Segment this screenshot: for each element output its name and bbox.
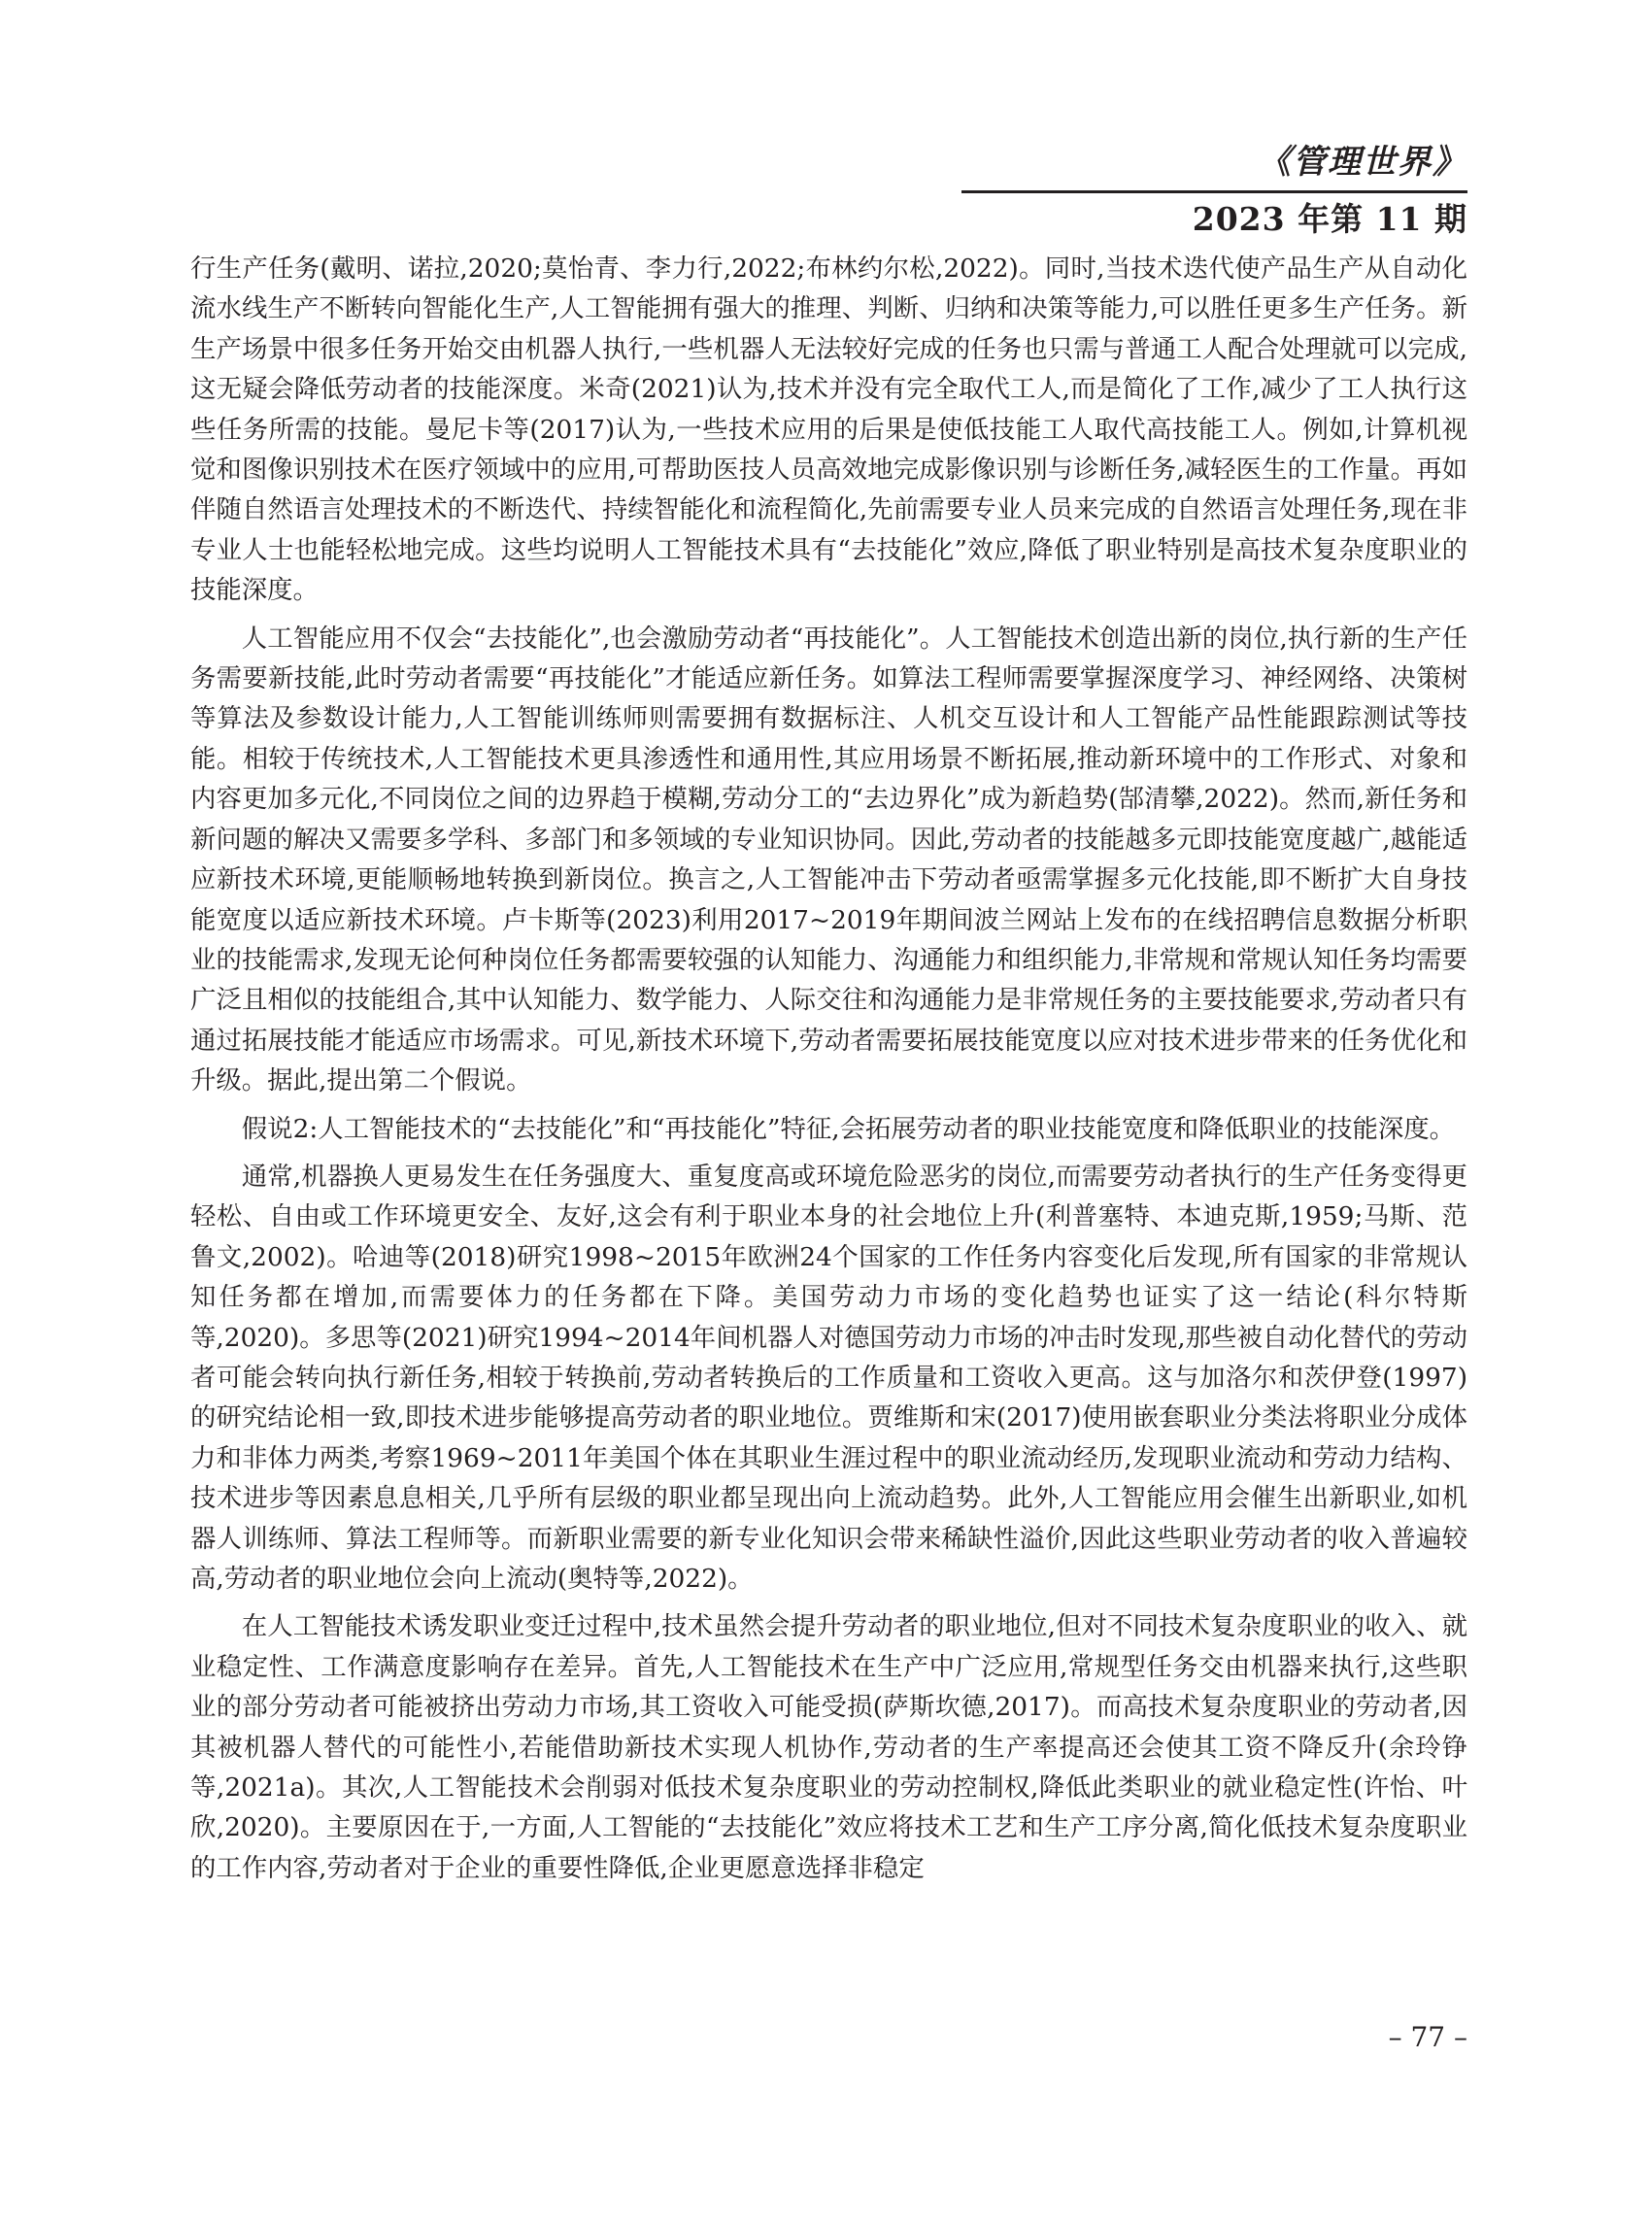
page-number: – 77 –: [1388, 2021, 1467, 2053]
journal-title: 《管理世界》: [1258, 143, 1467, 182]
paragraph-occupational-status: 通常,机器换人更易发生在任务强度大、重复度高或环境危险恶劣的岗位,而需要劳动者执行的生产任务变得更轻松、自由或工作环境更安全、友好,这会有利于职业本身的社会地位上升(利普塞特、本迪克斯,1959;马斯、范鲁文,2002)。哈迪等(2018)研究1998~2015年欧洲24个国家的工作任务内容变化后发现,所有国家的非常规认知任务都在增加,而需要体力的任务都在下降。美国劳动力市场的变化趋势也证实了这一结论(科尔特斯等,2020)。多思等(2021)研究1994~2014年间机器人对德国劳动力市场的冲击时发现,那些被自动化替代的劳动者可能会转向执行新任务,相较于转换前,劳动者转换后的工作质量和工资收入更高。这与加洛尔和茨伊登(1997)的研究结论相一致,即技术进步能够提高劳动者的职业地位。贾维斯和宋(2017)使用嵌套职业分类法将职业分成体力和非体力两类,考察1969~2011年美国个体在其职业生涯过程中的职业流动经历,发现职业流动和劳动力结构、技术进步等因素息息相关,几乎所有层级的职业都呈现出向上流动趋势。此外,人工智能应用会催生出新职业,如机器人训练师、算法工程师等。而新职业需要的新专业化知识会带来稀缺性溢价,因此这些职业劳动者的收入普遍较高,劳动者的职业地位会向上流动(奥特等,2022)。: [190, 1161, 1467, 1594]
paragraph-differential-effects: 在人工智能技术诱发职业变迁过程中,技术虽然会提升劳动者的职业地位,但对不同技术复杂度职业的收入、就业稳定性、工作满意度影响存在差异。首先,人工智能技术在生产中广泛应用,常规型任务交由机器来执行,这些职业的部分劳动者可能被挤出劳动力市场,其工资收入可能受损(萨斯坎德,2017)。而高技术复杂度职业的劳动者,因其被机器人替代的可能性小,若能借助新技术实现人机协作,劳动者的生产率提高还会使其工资不降反升(余玲铮等,2021a)。其次,人工智能技术会削弱对低技术复杂度职业的劳动控制权,降低此类职业的就业稳定性(许怡、叶欣,2020)。主要原因在于,一方面,人工智能的“去技能化”效应将技术工艺和生产工序分离,简化低技术复杂度职业的工作内容,劳动者对于企业的重要性降低,企业更愿意选择非稳定: [190, 1611, 1467, 1883]
body-text: [190, 249, 1467, 1896]
running-header: [1258, 141, 1467, 184]
hypothesis-2: 假说2:人工智能技术的“去技能化”和“再技能化”特征,会拓展劳动者的职业技能宽度和降低职业的技能深度。: [241, 1113, 1456, 1144]
paragraph-continued: 行生产任务(戴明、诺拉,2020;莫怡青、李力行,2022;布林约尔松,2022)。同时,当技术迭代使产品生产从自动化流水线生产不断转向智能化生产,人工智能拥有强大的推理、判断、归纳和决策等能力,可以胜任更多生产任务。新生产场景中很多任务开始交由机器人执行,一些机器人无法较好完成的任务也只需与普通工人配合处理就可以完成,这无疑会降低劳动者的技能深度。米奇(2021)认为,技术并没有完全取代工人,而是简化了工作,减少了工人执行这些任务所需的技能。曼尼卡等(2017)认为,一些技术应用的后果是使低技能工人取代高技能工人。例如,计算机视觉和图像识别技术在医疗领域中的应用,可帮助医技人员高效地完成影像识别与诊断任务,减轻医生的工作量。再如伴随自然语言处理技术的不断迭代、持续智能化和流程简化,先前需要专业人员来完成的自然语言处理任务,现在非专业人士也能轻松地完成。这些均说明人工智能技术具有“去技能化”效应,降低了职业特别是高技术复杂度职业的技能深度。: [190, 253, 1467, 606]
header-rule: [961, 190, 1467, 193]
paragraph-reskilling: 人工智能应用不仅会“去技能化”,也会激励劳动者“再技能化”。人工智能技术创造出新的岗位,执行新的生产任务需要新技能,此时劳动者需要“再技能化”才能适应新任务。如算法工程师需要掌握深度学习、神经网络、决策树等算法及参数设计能力,人工智能训练师则需要拥有数据标注、人机交互设计和人工智能产品性能跟踪测试等技能。相较于传统技术,人工智能技术更具渗透性和通用性,其应用场景不断拓展,推动新环境中的工作形式、对象和内容更加多元化,不同岗位之间的边界趋于模糊,劳动分工的“去边界化”成为新趋势(郜清攀,2022)。然而,新任务和新问题的解决又需要多学科、多部门和多领域的专业知识协同。因此,劳动者的技能越多元即技能宽度越广,越能适应新技术环境,更能顺畅地转换到新岗位。换言之,人工智能冲击下劳动者亟需掌握多元化技能,即不断扩大自身技能宽度以适应新技术环境。卢卡斯等(2023)利用2017~2019年期间波兰网站上发布的在线招聘信息数据分析职业的技能需求,发现无论何种岗位任务都需要较强的认知能力、沟通能力和组织能力,非常规和常规认知任务均需要广泛且相似的技能组合,其中认知能力、数学能力、人际交往和沟通能力是非常规任务的主要技能要求,劳动者只有通过拓展技能才能适应市场需求。可见,新技术环境下,劳动者需要拓展技能宽度以应对技术进步带来的任务优化和升级。据此,提出第二个假说。: [190, 623, 1467, 1096]
issue-label: 2023 年第 11 期: [1192, 200, 1467, 238]
